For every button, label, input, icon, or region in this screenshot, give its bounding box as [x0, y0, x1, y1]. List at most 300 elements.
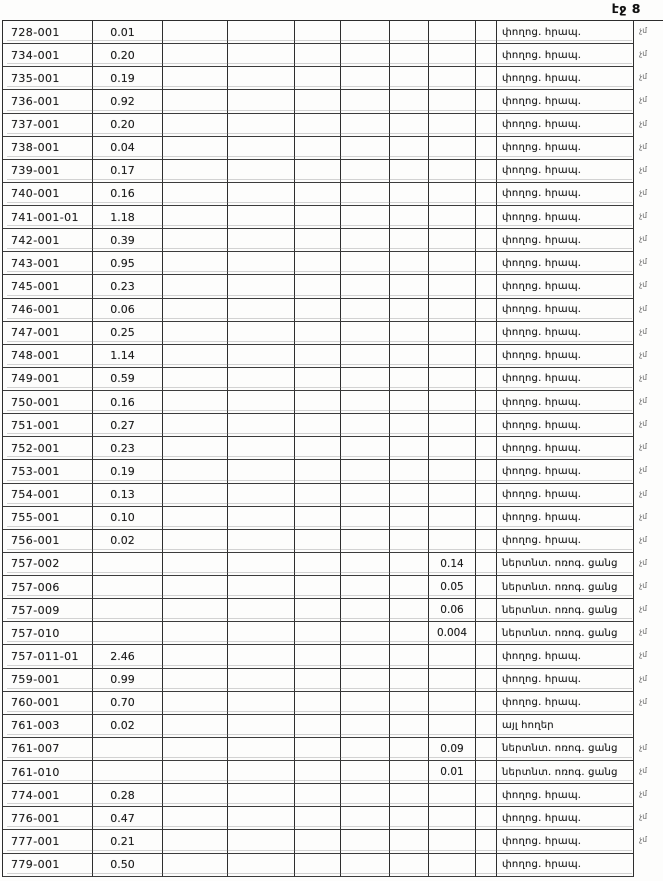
empty-cell — [390, 484, 429, 507]
table-row — [2, 137, 663, 160]
table-row-cells — [2, 322, 634, 345]
empty-cell — [390, 530, 429, 553]
empty-cell — [295, 715, 341, 738]
land-use-cell: փողոց. հրապ. — [497, 183, 634, 206]
land-use-cell: փողոց. հրապ. — [497, 368, 634, 391]
page-number-label: էջ 8 — [611, 1, 641, 16]
empty-cell — [390, 183, 429, 206]
area-value-cell: 0.39 — [93, 229, 163, 252]
table-row-cells — [2, 437, 634, 460]
empty-cell — [476, 460, 497, 483]
table-row — [2, 90, 663, 113]
empty-cell — [295, 599, 341, 622]
irrigation-value-cell: 0.004 — [429, 622, 476, 645]
area-value-cell: 0.25 — [93, 322, 163, 345]
parcel-code-cell: 736-001 — [3, 90, 93, 113]
empty-cell — [295, 206, 341, 229]
irrigation-value-cell — [429, 137, 476, 160]
table-row-cells — [2, 183, 634, 206]
empty-cell — [295, 160, 341, 183]
empty-cell — [228, 299, 295, 322]
empty-cell — [341, 322, 390, 345]
parcel-code-cell: 757-010 — [3, 622, 93, 645]
table-row-cells — [2, 460, 634, 483]
table-row — [2, 44, 663, 67]
empty-cell — [295, 437, 341, 460]
table-row — [2, 807, 663, 830]
margin-clipped-text: չմ — [639, 627, 648, 637]
land-use-cell: փողոց. հրապ. — [497, 784, 634, 807]
empty-cell — [163, 252, 228, 275]
empty-cell — [228, 460, 295, 483]
empty-cell — [163, 460, 228, 483]
area-value-cell: 0.16 — [93, 183, 163, 206]
empty-cell — [163, 114, 228, 137]
land-use-cell: փողոց. հրապ. — [497, 692, 634, 715]
empty-cell — [295, 738, 341, 761]
empty-cell — [163, 715, 228, 738]
area-value-cell: 0.10 — [93, 507, 163, 530]
table-row — [2, 183, 663, 206]
area-value-cell: 0.20 — [93, 44, 163, 67]
empty-cell — [295, 21, 341, 44]
area-value-cell: 0.23 — [93, 275, 163, 298]
parcel-code-cell: 757-011-01 — [3, 645, 93, 668]
empty-cell — [390, 90, 429, 113]
area-value-cell: 0.19 — [93, 460, 163, 483]
margin-clipped-text: չմ — [639, 696, 648, 706]
empty-cell — [228, 183, 295, 206]
table-row-cells — [2, 391, 634, 414]
empty-cell — [163, 738, 228, 761]
table-row — [2, 738, 663, 761]
irrigation-value-cell — [429, 645, 476, 668]
parcel-code-cell: 761-010 — [3, 761, 93, 784]
table-row — [2, 275, 663, 298]
empty-cell — [390, 229, 429, 252]
area-value-cell: 0.47 — [93, 807, 163, 830]
margin-clipped-text: չմ — [639, 465, 648, 475]
parcel-code-cell: 728-001 — [3, 21, 93, 44]
parcel-code-cell: 761-007 — [3, 738, 93, 761]
area-value-cell — [93, 622, 163, 645]
empty-cell — [341, 507, 390, 530]
empty-cell — [295, 114, 341, 137]
irrigation-value-cell — [429, 299, 476, 322]
land-use-cell: փողոց. հրապ. — [497, 275, 634, 298]
parcel-code-cell: 774-001 — [3, 784, 93, 807]
irrigation-value-cell — [429, 484, 476, 507]
empty-cell — [341, 437, 390, 460]
table-row-cells — [2, 738, 634, 761]
area-value-cell: 0.27 — [93, 414, 163, 437]
area-value-cell: 0.17 — [93, 160, 163, 183]
empty-cell — [163, 183, 228, 206]
empty-cell — [163, 160, 228, 183]
table-row-cells — [2, 21, 634, 44]
empty-cell — [390, 738, 429, 761]
empty-cell — [295, 391, 341, 414]
land-use-cell: փողոց. հրապ. — [497, 830, 634, 853]
area-value-cell: 0.99 — [93, 669, 163, 692]
empty-cell — [295, 368, 341, 391]
empty-cell — [476, 507, 497, 530]
empty-cell — [476, 414, 497, 437]
table-row-cells — [2, 414, 634, 437]
empty-cell — [476, 784, 497, 807]
empty-cell — [476, 830, 497, 853]
area-value-cell: 0.19 — [93, 67, 163, 90]
empty-cell — [390, 137, 429, 160]
table-row-cells — [2, 67, 634, 90]
empty-cell — [163, 137, 228, 160]
empty-cell — [341, 738, 390, 761]
parcel-code-cell: 757-002 — [3, 553, 93, 576]
empty-cell — [341, 44, 390, 67]
empty-cell — [295, 137, 341, 160]
empty-cell — [341, 622, 390, 645]
empty-cell — [390, 437, 429, 460]
land-use-cell: ներտնտ. ոռոգ. ցանց — [497, 599, 634, 622]
empty-cell — [163, 530, 228, 553]
empty-cell — [163, 414, 228, 437]
empty-cell — [390, 206, 429, 229]
parcel-code-cell: 753-001 — [3, 460, 93, 483]
empty-cell — [341, 530, 390, 553]
empty-cell — [390, 830, 429, 853]
irrigation-value-cell — [429, 229, 476, 252]
empty-cell — [341, 854, 390, 877]
empty-cell — [295, 460, 341, 483]
parcel-code-cell: 742-001 — [3, 229, 93, 252]
table-row-cells — [2, 275, 634, 298]
parcel-code-cell: 757-009 — [3, 599, 93, 622]
empty-cell — [295, 854, 341, 877]
table-row-cells — [2, 553, 634, 576]
table-row — [2, 507, 663, 530]
empty-cell — [295, 90, 341, 113]
empty-cell — [228, 715, 295, 738]
parcel-code-cell: 748-001 — [3, 345, 93, 368]
parcel-code-cell: 759-001 — [3, 669, 93, 692]
empty-cell — [163, 44, 228, 67]
area-value-cell: 0.28 — [93, 784, 163, 807]
empty-cell — [228, 530, 295, 553]
area-value-cell: 0.13 — [93, 484, 163, 507]
empty-cell — [476, 692, 497, 715]
area-value-cell — [93, 738, 163, 761]
area-value-cell: 0.20 — [93, 114, 163, 137]
land-use-cell: փողոց. հրապ. — [497, 414, 634, 437]
land-use-cell: փողոց. հրապ. — [497, 90, 634, 113]
empty-cell — [476, 645, 497, 668]
land-use-cell: ներտնտ. ոռոգ. ցանց — [497, 553, 634, 576]
empty-cell — [476, 206, 497, 229]
parcel-code-cell: 735-001 — [3, 67, 93, 90]
empty-cell — [390, 599, 429, 622]
empty-cell — [163, 669, 228, 692]
table-row — [2, 761, 663, 784]
table-row — [2, 299, 663, 322]
empty-cell — [228, 160, 295, 183]
empty-cell — [476, 252, 497, 275]
parcel-table — [2, 20, 663, 877]
margin-clipped-text: չմ — [639, 349, 648, 359]
empty-cell — [163, 275, 228, 298]
margin-clipped-text: չմ — [639, 372, 648, 382]
table-row-cells — [2, 90, 634, 113]
margin-clipped-text: չմ — [639, 766, 648, 776]
empty-cell — [476, 275, 497, 298]
empty-cell — [476, 322, 497, 345]
empty-cell — [163, 807, 228, 830]
empty-cell — [163, 67, 228, 90]
table-row — [2, 599, 663, 622]
irrigation-value-cell — [429, 460, 476, 483]
empty-cell — [341, 90, 390, 113]
margin-clipped-text: չմ — [639, 257, 648, 267]
land-use-cell: փողոց. հրապ. — [497, 21, 634, 44]
empty-cell — [341, 807, 390, 830]
empty-cell — [341, 715, 390, 738]
area-value-cell: 0.92 — [93, 90, 163, 113]
irrigation-value-cell: 0.09 — [429, 738, 476, 761]
empty-cell — [295, 252, 341, 275]
parcel-code-cell: 749-001 — [3, 368, 93, 391]
margin-clipped-text: չմ — [639, 326, 648, 336]
empty-cell — [476, 137, 497, 160]
irrigation-value-cell — [429, 275, 476, 298]
empty-cell — [228, 206, 295, 229]
empty-cell — [341, 669, 390, 692]
parcel-code-cell: 761-003 — [3, 715, 93, 738]
irrigation-value-cell — [429, 437, 476, 460]
empty-cell — [341, 229, 390, 252]
land-use-cell: փողոց. հրապ. — [497, 252, 634, 275]
margin-clipped-text: չմ — [639, 650, 648, 660]
empty-cell — [295, 229, 341, 252]
land-use-cell: փողոց. հրապ. — [497, 645, 634, 668]
table-row — [2, 160, 663, 183]
empty-cell — [228, 854, 295, 877]
empty-cell — [163, 90, 228, 113]
parcel-code-cell: 738-001 — [3, 137, 93, 160]
empty-cell — [476, 761, 497, 784]
empty-cell — [228, 414, 295, 437]
empty-cell — [228, 507, 295, 530]
table-row — [2, 252, 663, 275]
land-use-cell: փողոց. հրապ. — [497, 137, 634, 160]
empty-cell — [476, 160, 497, 183]
empty-cell — [341, 299, 390, 322]
empty-cell — [390, 114, 429, 137]
table-row — [2, 576, 663, 599]
margin-clipped-text: չմ — [639, 835, 648, 845]
margin-clipped-text: չմ — [639, 234, 648, 244]
empty-cell — [341, 345, 390, 368]
empty-cell — [476, 530, 497, 553]
empty-cell — [228, 599, 295, 622]
margin-clipped-text: չմ — [639, 95, 648, 105]
parcel-code-cell: 757-006 — [3, 576, 93, 599]
empty-cell — [228, 738, 295, 761]
empty-cell — [228, 784, 295, 807]
irrigation-value-cell — [429, 692, 476, 715]
empty-cell — [476, 622, 497, 645]
empty-cell — [476, 391, 497, 414]
empty-cell — [163, 229, 228, 252]
parcel-code-cell: 740-001 — [3, 183, 93, 206]
empty-cell — [390, 322, 429, 345]
table-row-cells — [2, 530, 634, 553]
empty-cell — [390, 645, 429, 668]
table-row-cells — [2, 114, 634, 137]
parcel-code-cell: 739-001 — [3, 160, 93, 183]
area-value-cell — [93, 761, 163, 784]
irrigation-value-cell — [429, 21, 476, 44]
land-use-cell: փողոց. հրապ. — [497, 345, 634, 368]
empty-cell — [476, 183, 497, 206]
empty-cell — [341, 553, 390, 576]
table-row-cells — [2, 807, 634, 830]
empty-cell — [295, 183, 341, 206]
empty-cell — [228, 761, 295, 784]
land-use-cell: ներտնտ. ոռոգ. ցանց — [497, 738, 634, 761]
table-row-cells — [2, 715, 634, 738]
empty-cell — [476, 21, 497, 44]
land-use-cell: փողոց. հրապ. — [497, 854, 634, 877]
empty-cell — [163, 854, 228, 877]
empty-cell — [295, 761, 341, 784]
area-value-cell: 0.01 — [93, 21, 163, 44]
empty-cell — [390, 460, 429, 483]
empty-cell — [228, 252, 295, 275]
table-row-cells — [2, 206, 634, 229]
land-use-cell: փողոց. հրապ. — [497, 322, 634, 345]
land-use-cell: փողոց. հրապ. — [497, 530, 634, 553]
empty-cell — [295, 784, 341, 807]
parcel-code-cell: 754-001 — [3, 484, 93, 507]
empty-cell — [341, 830, 390, 853]
empty-cell — [476, 114, 497, 137]
land-use-cell: փողոց. հրապ. — [497, 160, 634, 183]
irrigation-value-cell — [429, 530, 476, 553]
empty-cell — [476, 437, 497, 460]
empty-cell — [341, 391, 390, 414]
empty-cell — [390, 669, 429, 692]
irrigation-value-cell — [429, 322, 476, 345]
margin-clipped-text: չմ — [639, 742, 648, 752]
empty-cell — [163, 784, 228, 807]
empty-cell — [390, 692, 429, 715]
margin-clipped-text: չմ — [639, 673, 648, 683]
table-row-cells — [2, 44, 634, 67]
empty-cell — [341, 137, 390, 160]
empty-cell — [295, 345, 341, 368]
margin-clipped-text: չմ — [639, 187, 648, 197]
empty-cell — [341, 599, 390, 622]
empty-cell — [390, 391, 429, 414]
margin-clipped-text: չմ — [639, 442, 648, 452]
empty-cell — [163, 599, 228, 622]
empty-cell — [228, 553, 295, 576]
area-value-cell: 0.02 — [93, 715, 163, 738]
table-row-cells — [2, 645, 634, 668]
empty-cell — [228, 669, 295, 692]
empty-cell — [341, 460, 390, 483]
margin-clipped-text — [634, 713, 663, 736]
irrigation-value-cell — [429, 206, 476, 229]
empty-cell — [295, 530, 341, 553]
empty-cell — [390, 160, 429, 183]
empty-cell — [341, 484, 390, 507]
empty-cell — [295, 275, 341, 298]
empty-cell — [390, 67, 429, 90]
empty-cell — [390, 368, 429, 391]
empty-cell — [228, 275, 295, 298]
table-row-cells — [2, 229, 634, 252]
parcel-code-cell: 777-001 — [3, 830, 93, 853]
parcel-code-cell: 750-001 — [3, 391, 93, 414]
land-use-cell: փողոց. հրապ. — [497, 114, 634, 137]
land-use-cell: փողոց. հրապ. — [497, 437, 634, 460]
table-row — [2, 645, 663, 668]
empty-cell — [163, 484, 228, 507]
margin-clipped-text: չմ — [639, 49, 648, 59]
table-row — [2, 322, 663, 345]
empty-cell — [476, 299, 497, 322]
empty-cell — [390, 553, 429, 576]
irrigation-value-cell — [429, 44, 476, 67]
empty-cell — [341, 275, 390, 298]
margin-clipped-text: չմ — [639, 511, 648, 521]
table-row — [2, 21, 663, 44]
empty-cell — [163, 368, 228, 391]
empty-cell — [163, 761, 228, 784]
margin-clipped-text: չմ — [639, 280, 648, 290]
table-row-cells — [2, 299, 634, 322]
table-row — [2, 530, 663, 553]
empty-cell — [163, 576, 228, 599]
empty-cell — [295, 322, 341, 345]
parcel-code-cell: 760-001 — [3, 692, 93, 715]
table-row-cells — [2, 830, 634, 853]
empty-cell — [163, 437, 228, 460]
margin-clipped-text — [634, 852, 663, 875]
area-value-cell: 0.06 — [93, 299, 163, 322]
margin-clipped-text: չմ — [639, 303, 648, 313]
table-row-cells — [2, 599, 634, 622]
empty-cell — [476, 807, 497, 830]
table-row-cells — [2, 345, 634, 368]
table-row — [2, 669, 663, 692]
land-use-cell: փողոց. հրապ. — [497, 299, 634, 322]
empty-cell — [476, 90, 497, 113]
margin-clipped-text: չմ — [639, 72, 648, 82]
table-row-cells — [2, 137, 634, 160]
irrigation-value-cell — [429, 507, 476, 530]
empty-cell — [476, 715, 497, 738]
margin-clipped-text: չմ — [639, 789, 648, 799]
table-row — [2, 692, 663, 715]
table-row-cells — [2, 784, 634, 807]
empty-cell — [390, 622, 429, 645]
empty-cell — [341, 784, 390, 807]
table-row — [2, 715, 663, 738]
irrigation-value-cell — [429, 807, 476, 830]
parcel-code-cell: 741-001-01 — [3, 206, 93, 229]
table-row-cells — [2, 576, 634, 599]
